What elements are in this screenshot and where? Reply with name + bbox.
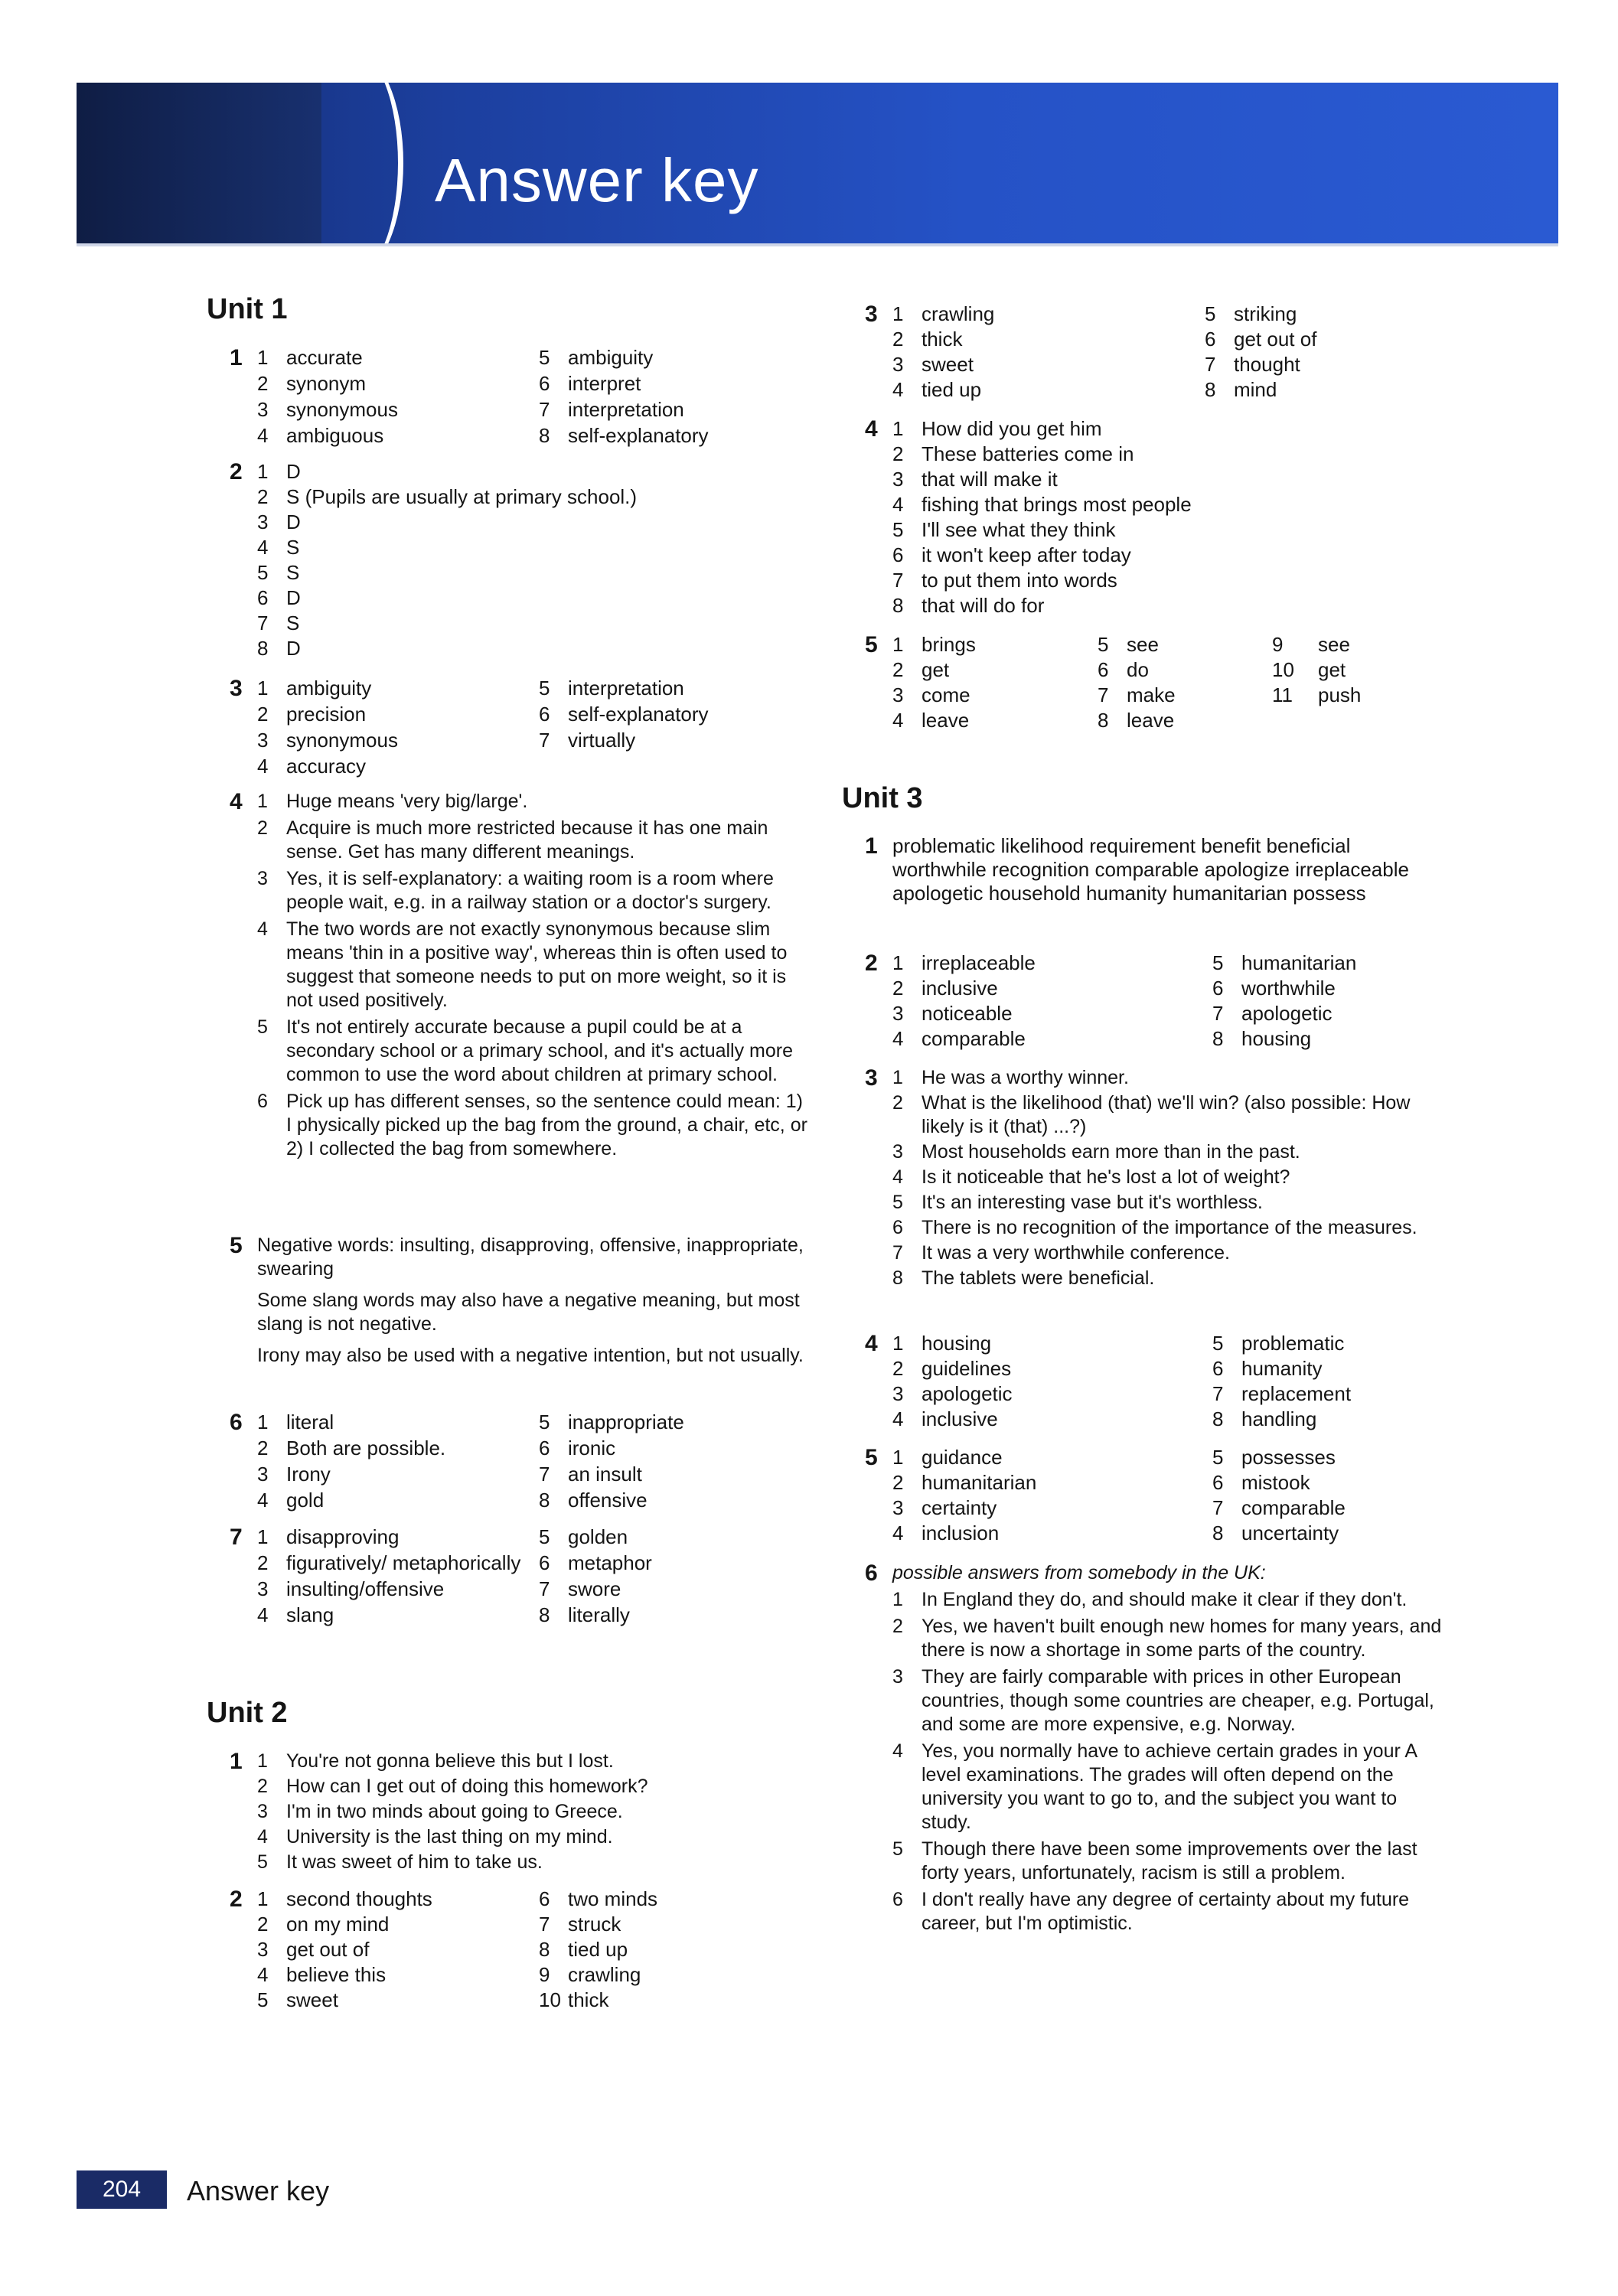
answer: certainty <box>922 1496 997 1519</box>
answer: It was sweet of him to take us. <box>286 1851 543 1873</box>
answer: S <box>286 536 300 559</box>
answer: accurate <box>286 346 363 369</box>
unit-2-section-5: 5 1 brings 5 see 9 see 2 get 6 do 10 get 3 come 7 make 11 push 4 leave 8 leave <box>865 633 1447 732</box>
answer: crawling <box>568 1963 641 1986</box>
answer: I'll see what they think <box>922 518 1116 541</box>
section-number: 2 <box>230 459 243 484</box>
answer: synonymous <box>286 398 398 421</box>
answer: slang <box>286 1603 334 1626</box>
answer: thick <box>568 1988 609 2011</box>
unit-2-section-4: 4 1 How did you get him 2 These batteries come in 3 that will make it 4 fishing that brings most people 5 I'll see what they think 6 it won't keep after today 7 to put them into words 8 that will do for <box>865 417 1416 618</box>
answer: S (Pupils are usually at primary school.) <box>286 485 638 508</box>
answer: second thoughts <box>286 1887 432 1910</box>
answer: mistook <box>1241 1471 1310 1494</box>
answer: replacement <box>1241 1382 1352 1405</box>
section-number: 1 <box>230 345 243 370</box>
answer: it won't keep after today <box>922 543 1131 566</box>
answer: get <box>1318 658 1346 681</box>
unit-1-section-5 <box>230 1234 811 1368</box>
answer: leave <box>1127 709 1175 732</box>
answer: golden <box>568 1525 628 1548</box>
section-number: 6 <box>230 1410 243 1435</box>
section-number: 4 <box>865 416 878 442</box>
answer: These batteries come in <box>922 442 1134 465</box>
answer: Most households earn more than in the past. <box>922 1141 1300 1163</box>
unit-1-section-6: 6 1 literal 5 inappropriate 2 Both are possible. 6 ironic 3 Irony 7 an insult 4 gold 8 offensive <box>230 1411 765 1512</box>
unit-1-title: Unit 1 <box>207 293 288 325</box>
answer: Pick up has different senses, so the sentence could mean: 1) I physically picked up the bag from the ground, a chair, etc, or 2) I collected the bag from somewhere. <box>286 1091 807 1159</box>
answer: inclusive <box>922 977 998 1000</box>
answer: push <box>1318 683 1362 706</box>
unit-3-section-3: 3 1 He was a worthy winner. 2 What is the likelihood (that) we'll win? (also possible: How likely is it (that) ...?) 3 Most households earn more than in the past. 4 Is it noticeable that he's lost a lot of weight? 5 It's an interesting vase but it's worthless. 6 There is no recognition of the importance of the measures. 7 It was a very worthwhile conference. 8 The tablets were beneficial. <box>865 1066 1447 1290</box>
answer: uncertainty <box>1241 1521 1339 1544</box>
section-number: 3 <box>865 1065 878 1091</box>
header-banner <box>77 83 1558 243</box>
answer: Yes, you normally have to achieve certain grades in your A level examinations. The grades will often depend on the university you want to go to, and the subject you want to study. <box>922 1740 1417 1833</box>
answer: make <box>1127 683 1176 706</box>
answer: interpret <box>568 372 641 395</box>
unit-1-section-4: 4 1 Huge means 'very big/large'. 2 Acquire is much more restricted because it has one main sense. Get has many different meanings. 3 Yes, it is self-explanatory: a waiting room is a room where people wait, e.g. in a railway station or a doctor's surgery. 4 The two words are not exactly synonymous because slim means 'thin in a positive way', whereas thin is often used to suggest that someone needs to put on more weight, so it is not used positively. 5 It's not entirely accurate because a pupil could be at a secondary school or a primary school, and it's actually more common to use the word about children at primary school. 6 Pick up has different senses, so the sentence could mean: 1) I physically picked up the bag from the ground, a chair, etc, or 2) I collected the bag from somewhere. <box>230 790 811 1161</box>
banner-divider <box>77 243 1558 246</box>
answer: What is the likelihood (that) we'll win? (also possible: How likely is it (that) ...?) <box>922 1092 1411 1137</box>
answer: that will do for <box>922 594 1045 617</box>
section-number: 2 <box>230 1887 243 1912</box>
section-number: 3 <box>230 676 243 701</box>
section-number: 3 <box>865 302 878 327</box>
unit-2-section-1: 1 1 You're not gonna believe this but I lost. 2 How can I get out of doing this homework? 3 I'm in two minds about going to Greece. 4 University is the last thing on my mind. 5 It was sweet of him to take us. <box>230 1750 811 1874</box>
answer: I'm in two minds about going to Greece. <box>286 1801 623 1822</box>
answer: humanity <box>1241 1357 1323 1380</box>
answer: metaphor <box>568 1551 652 1574</box>
unit-3-section-1 <box>865 834 1447 905</box>
answer: brings <box>922 633 976 656</box>
answer: get out of <box>286 1938 370 1961</box>
answer: inclusion <box>922 1521 1000 1544</box>
unit-3-section-2: 2 1 irreplaceable 5 humanitarian 2 inclusive 6 worthwhile 3 noticeable 7 apologetic 4 comparable 8 housing <box>865 951 1431 1051</box>
answer: D <box>286 510 301 533</box>
answer: see <box>1127 633 1159 656</box>
answer: thick <box>922 328 963 351</box>
answer: tied up <box>922 378 982 401</box>
answer: University is the last thing on my mind. <box>286 1826 613 1848</box>
section-number: 4 <box>865 1331 878 1356</box>
answer: accuracy <box>286 755 367 778</box>
answer: worthwhile <box>1241 977 1336 1000</box>
answer: ambiguity <box>568 346 654 369</box>
unit-3-title: Unit 3 <box>842 782 923 814</box>
answer: insulting/offensive <box>286 1577 445 1600</box>
answer: fishing that brings most people <box>922 493 1192 516</box>
answer: Irony <box>286 1463 331 1486</box>
answer: precision <box>286 703 367 726</box>
answer: The tablets were beneficial. <box>922 1267 1155 1289</box>
answer: leave <box>922 709 970 732</box>
answer: humanitarian <box>1241 951 1357 974</box>
unit-1-section-7: 7 1 disapproving 5 golden 2 figuratively/ metaphorically 6 metaphor 3 insulting/offensive 7 swore 4 slang 8 literally <box>230 1525 765 1627</box>
answer: Though there have been some improvements over the last forty years, unfortunately, racism is still a problem. <box>922 1838 1417 1883</box>
answer: irreplaceable <box>922 951 1036 974</box>
answer: figuratively/ metaphorically <box>286 1551 521 1574</box>
answer: crawling <box>922 302 995 325</box>
answer: noticeable <box>922 1002 1013 1025</box>
answer: literal <box>286 1411 334 1433</box>
answer: S <box>286 612 300 634</box>
answer: literally <box>568 1603 630 1626</box>
answer: disapproving <box>286 1525 400 1548</box>
answer: Yes, we haven't built enough new homes for many years, and there is now a shortage in some parts of the country. <box>922 1616 1442 1661</box>
answer: synonym <box>286 372 367 395</box>
answer: humanitarian <box>922 1471 1037 1494</box>
answer: ironic <box>568 1437 616 1459</box>
answer: self-explanatory <box>568 703 709 726</box>
answer: guidance <box>922 1446 1003 1469</box>
section-number: 2 <box>865 951 878 976</box>
paragraph: Negative words: insulting, disapproving, offensive, inappropriate, swearing <box>257 1234 804 1280</box>
answer: offensive <box>568 1489 648 1512</box>
answer: swore <box>568 1577 621 1600</box>
answer: guidelines <box>922 1357 1012 1380</box>
answer: sweet <box>286 1988 338 2011</box>
unit-3-section-6: 6 possible answers from somebody in the UK: 1 In England they do, and should make it clear if they don't. 2 Yes, we haven't built enough new homes for many years, and there is now a shortage in some parts of the country. 3 They are fairly comparable with prices in other European countries, though some countries are cheaper, e.g. Portugal, and some are more expensive, e.g. Norway. 4 Yes, you normally have to achieve certain grades in your A level examinations. The grades will often depend on the university you want to go to, and the subject you want to study. 5 Though there have been some improvements over the last forty years, unfortunately, racism is still a problem. 6 I don't really have any degree of certainty about my future career, but I'm optimistic. <box>865 1561 1447 1936</box>
answer: They are fairly comparable with prices in other European countries, though some countries are cheaper, e.g. Portugal, and some are more expensive, e.g. Norway. <box>922 1666 1434 1735</box>
answer: It's not entirely accurate because a pupil could be at a secondary school or a primary school, and it's actually more common to use the word about children at primary school. <box>286 1016 794 1085</box>
banner-arc-decoration <box>306 83 403 243</box>
answer: How can I get out of doing this homework? <box>286 1776 648 1797</box>
answer: striking <box>1234 302 1297 325</box>
answer: inclusive <box>922 1407 998 1430</box>
answer: gold <box>286 1489 325 1512</box>
answer: thought <box>1234 353 1300 376</box>
answer: two minds <box>568 1887 658 1910</box>
answer: self-explanatory <box>568 424 709 447</box>
answer: Acquire is much more restricted because it has one main sense. Get has many different meanings. <box>286 817 768 863</box>
answer: Both are possible. <box>286 1437 446 1459</box>
paragraph: Irony may also be used with a negative intention, but not usually. <box>257 1345 804 1366</box>
unit-1-section-1: 1 1 accurate 5 ambiguity 2 synonym 6 interpret 3 synonymous 7 interpretation 4 ambiguous 8 self-explanatory <box>230 346 765 448</box>
paragraph: Some slang words may also have a negative meaning, but most slang is not negative. <box>257 1290 800 1335</box>
answer: come <box>922 683 970 706</box>
answer: It's an interesting vase but it's worthless. <box>922 1192 1263 1213</box>
answer: get <box>922 658 950 681</box>
answer: sweet <box>922 353 974 376</box>
answer: believe this <box>286 1963 387 1986</box>
answer: struck <box>568 1913 621 1936</box>
unit-2-title: Unit 2 <box>207 1697 288 1729</box>
answer: see <box>1318 633 1350 656</box>
answer: interpretation <box>568 398 684 421</box>
answer: housing <box>1241 1027 1312 1050</box>
answer: D <box>286 637 301 660</box>
answer: The two words are not exactly synonymous because slim means 'thin in a positive way', whereas thin is often used to suggest that someone needs to put on more weight, so it is not used positively. <box>286 918 788 1011</box>
answer: apologetic <box>922 1382 1013 1405</box>
answer: In England they do, and should make it clear if they don't. <box>922 1589 1408 1610</box>
section-number: 5 <box>230 1233 243 1258</box>
answer: comparable <box>1241 1496 1346 1519</box>
answer: virtually <box>568 729 636 752</box>
answer: He was a worthy winner. <box>922 1067 1129 1088</box>
answer: on my mind <box>286 1913 390 1936</box>
answer: that will make it <box>922 468 1058 491</box>
answer: Is it noticeable that he's lost a lot of weight? <box>922 1166 1290 1188</box>
answer: D <box>286 586 301 609</box>
answer: D <box>286 460 301 483</box>
word-list: problematic likelihood requirement benefit beneficial worthwhile recognition comparable apologize irreplaceable apologetic household humanity humanitarian possess <box>892 834 1409 905</box>
unit-1-section-3: 3 1 ambiguity 5 interpretation 2 precision 6 self-explanatory 3 synonymous 7 virtually 4 accuracy <box>230 677 765 778</box>
answer: There is no recognition of the importance of the measures. <box>922 1217 1417 1238</box>
answer: problematic <box>1241 1332 1345 1355</box>
answer: You're not gonna believe this but I lost. <box>286 1750 614 1772</box>
answer: S <box>286 561 300 584</box>
answer: comparable <box>922 1027 1026 1050</box>
answer: ambiguity <box>286 677 372 700</box>
answer: I don't really have any degree of certainty about my future career, but I'm optimistic. <box>922 1889 1410 1934</box>
unit-3-section-4: 4 1 housing 5 problematic 2 guidelines 6 humanity 3 apologetic 7 replacement 4 inclusive 8 handling <box>865 1332 1431 1431</box>
answer: do <box>1127 658 1149 681</box>
unit-1-section-2: 2 1 D 2 S (Pupils are usually at primary school.) 3 D 4 S 5 S 6 D 7 S 8 D <box>230 460 765 660</box>
section-number: 4 <box>230 789 243 814</box>
answer: housing <box>922 1332 992 1355</box>
section-number: 7 <box>230 1525 243 1550</box>
answer: ambiguous <box>286 424 384 447</box>
answer: possesses <box>1241 1446 1336 1469</box>
unit-2-section-2: 2 1 second thoughts 6 two minds 2 on my mind 7 struck 3 get out of 8 tied up 4 believe this 9 crawling 5 sweet 10 thick <box>230 1887 765 2012</box>
answer: apologetic <box>1241 1002 1333 1025</box>
answer: an insult <box>568 1463 642 1486</box>
answer: How did you get him <box>922 417 1102 440</box>
section-number: 5 <box>865 1445 878 1470</box>
section-number: 5 <box>865 632 878 657</box>
answer: get out of <box>1234 328 1317 351</box>
answer: mind <box>1234 378 1277 401</box>
section-number: 6 <box>865 1561 878 1586</box>
section-number: 1 <box>230 1749 243 1774</box>
answer: inappropriate <box>568 1411 684 1433</box>
answer: Yes, it is self-explanatory: a waiting room is a room where people wait, e.g. in a railway station or a doctor's surgery. <box>286 868 774 913</box>
unit-2-section-3: 3 1 crawling 5 striking 2 thick 6 get out of 3 sweet 7 thought 4 tied up 8 mind <box>865 302 1401 402</box>
answer: handling <box>1241 1407 1317 1430</box>
banner-dark-panel <box>77 83 321 243</box>
section-number: 1 <box>865 833 878 859</box>
footer-label: Answer key <box>187 2175 330 2206</box>
unit-3-section-5: 5 1 guidance 5 possesses 2 humanitarian 6 mistook 3 certainty 7 comparable 4 inclusion 8 uncertainty <box>865 1446 1431 1545</box>
answer: to put them into words <box>922 569 1117 592</box>
answer: tied up <box>568 1938 628 1961</box>
answer: Huge means 'very big/large'. <box>286 791 528 812</box>
page-number: 204 <box>77 2170 167 2209</box>
answer: It was a very worthwhile conference. <box>922 1242 1230 1264</box>
answer: interpretation <box>568 677 684 700</box>
answer: synonymous <box>286 729 398 752</box>
section-intro: possible answers from somebody in the UK: <box>892 1562 1266 1583</box>
page-title: Answer key <box>435 146 759 214</box>
